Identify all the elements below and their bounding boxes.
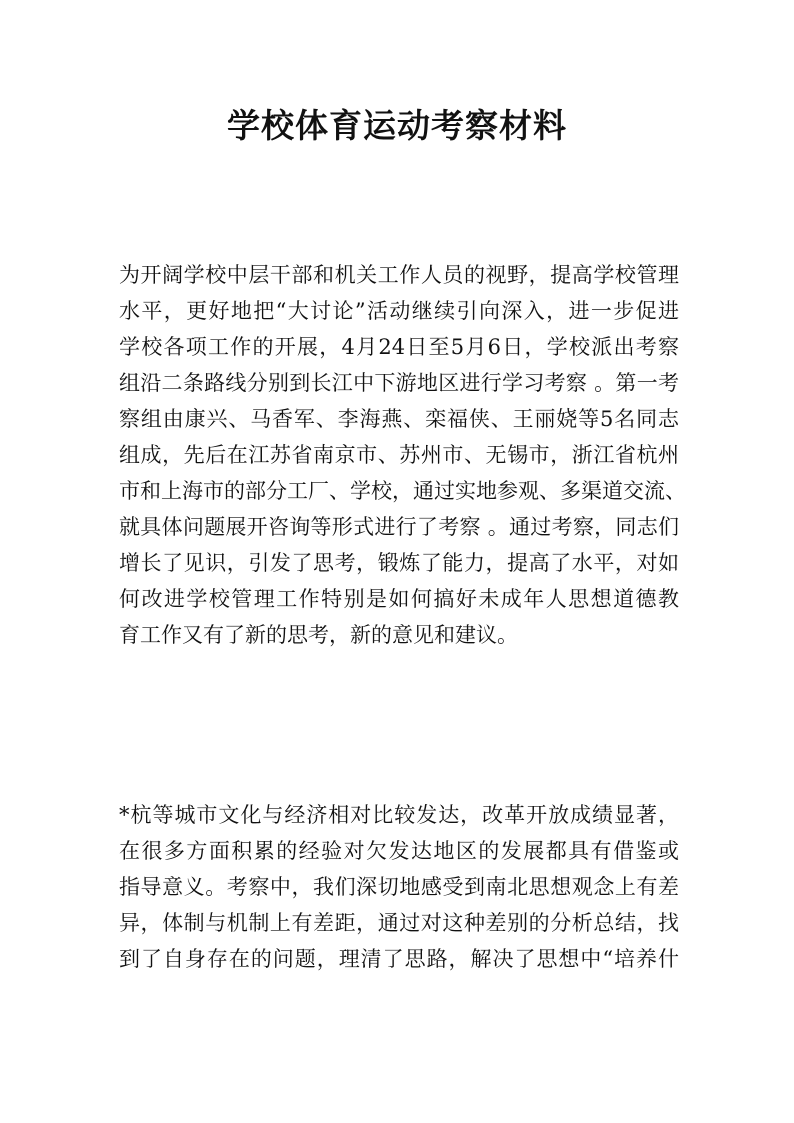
paragraph-line: 组成，先后在江苏省南京市、苏州市、无锡市，浙江省杭州 [119, 443, 679, 467]
paragraph-line: 育工作又有了新的思考，新的意见和建议。 [119, 623, 518, 647]
paragraph-line: 学校各项工作的开展，4月24日至5月6日，学校派出考察 [119, 335, 679, 359]
paragraph-line: 何改进学校管理工作特别是如何搞好未成年人思想道德教 [119, 587, 679, 611]
paragraph-line: *杭等城市文化与经济相对比较发达，改革开放成绩显著， [119, 803, 679, 827]
paragraph-line: 市和上海市的部分工厂、学校，通过实地参观、多渠道交流、 [119, 479, 686, 503]
paragraph-line: 组沿二条路线分别到长江中下游地区进行学习考察 。第一考 [119, 371, 679, 395]
paragraph-intro [119, 257, 686, 653]
paragraph-line: 水平，更好地把“大讨论”活动继续引向深入，进一步促进 [119, 299, 679, 323]
paragraph-line: 在很多方面积累的经验对欠发达地区的发展都具有借鉴或 [119, 839, 679, 863]
paragraph-line: 察组由康兴、马香军、李海燕、栾福侠、王丽娆等5名同志 [119, 407, 679, 431]
document-title: 学校体育运动考察材料 [227, 106, 567, 145]
paragraph-line: 指导意义。考察中，我们深切地感受到南北思想观念上有差 [119, 875, 679, 899]
paragraph-line: 就具体问题展开咨询等形式进行了考察 。通过考察，同志们 [119, 515, 679, 539]
paragraph-line: 到了自身存在的问题，理清了思路，解决了思想中“培养什 [119, 947, 679, 971]
paragraph-line: 为开阔学校中层干部和机关工作人员的视野，提高学校管理 [119, 263, 679, 287]
paragraph-second [119, 797, 679, 977]
paragraph-line: 增长了见识，引发了思考，锻炼了能力，提高了水平，对如 [119, 551, 679, 575]
paragraph-line: 异，体制与机制上有差距，通过对这种差别的分析总结，找 [119, 911, 679, 935]
